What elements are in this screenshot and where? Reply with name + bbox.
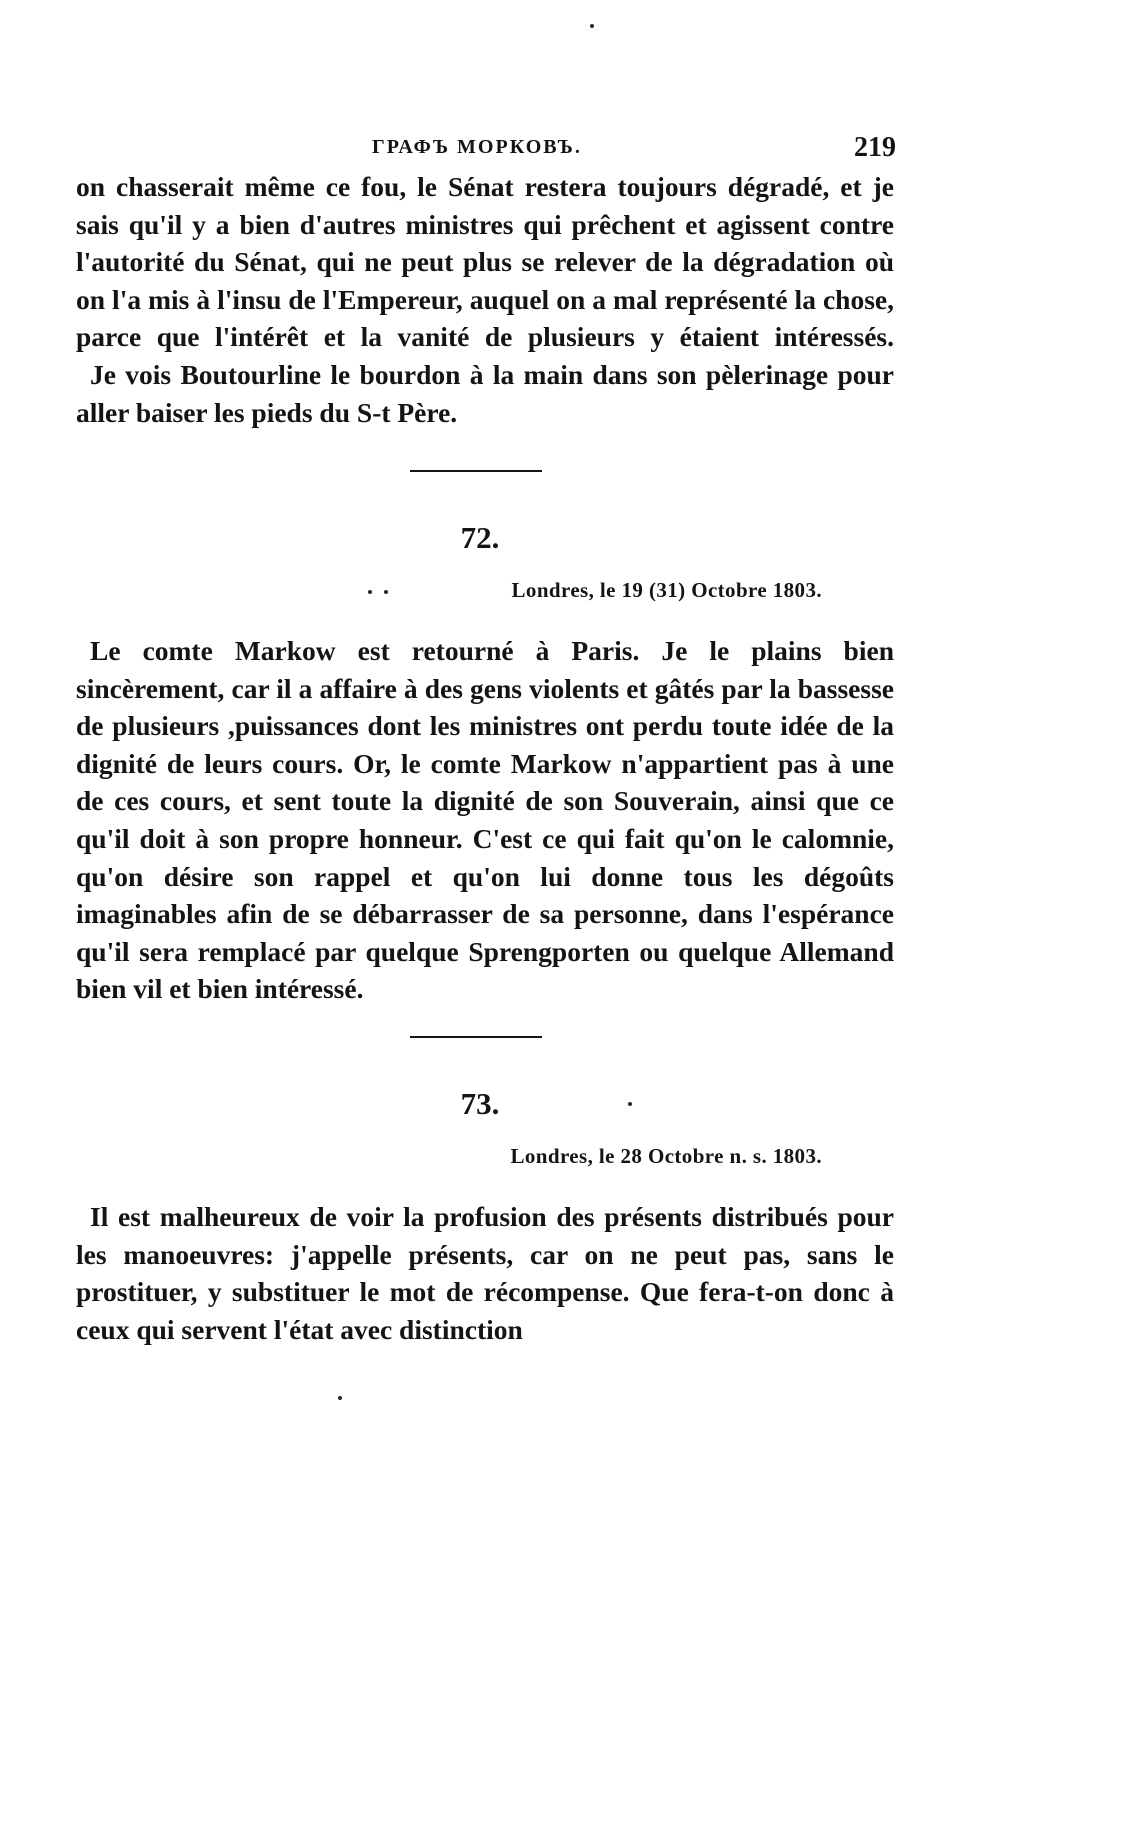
section-divider-2 xyxy=(410,1036,542,1038)
continuation-paragraph-2: Je vois Boutourline le bourdon à la main dans son pèlerinage pour aller baiser les pieds du S-t Père. xyxy=(76,359,894,428)
stray-mark xyxy=(368,590,372,594)
letter-body-73: Il est malheureux de voir la profusion des présents distribués pour les manoeuvres: j'appelle présents, car on ne peut pas, sans le prostituer, y substituer le mot de récompense. Que fera-t-on donc à ceux qui servent l'état avec distinction xyxy=(76,1201,894,1345)
dateline-72: Londres, le 19 (31) Octobre 1803. xyxy=(511,578,822,602)
stray-mark xyxy=(338,1396,342,1400)
stray-mark xyxy=(590,24,594,28)
letter-body-72: Le comte Markow est retourné à Paris. Je le plains bien sincèrement, car il a affaire à des gens violents et gâtés par la bassesse de plusieurs ,puissances dont les ministres ont perdu toute idée de la dignité de leurs cours. Or, le comte Markow n'appartient pas à une de ces cours, et sent toute la dignité de son Souverain, ainsi que ce qu'il doit à son propre honneur. C'est ce qui fait qu'on le calomnie, qu'on désire son rappel et qu'on lui donne tous les dégoûts imaginables afin de se débarrasser de sa personne, dans l'espérance qu'il sera remplacé par quelque Sprengporten ou quelque Allemand bien vil et bien intéressé. xyxy=(76,635,894,1005)
dateline-73: Londres, le 28 Octobre n. s. 1803. xyxy=(510,1144,822,1168)
stray-mark xyxy=(384,590,388,594)
letter-number-73: 73. xyxy=(460,1086,500,1121)
letter-number-72: 72. xyxy=(460,520,500,555)
page-number: 219 xyxy=(854,132,896,163)
stray-mark xyxy=(628,1102,632,1106)
section-divider-1 xyxy=(410,470,542,472)
continuation-paragraph-1: on chasserait même ce fou, le Sénat restera toujours dégradé, et je sais qu'il y a bien d'autres ministres qui prêchent et agissent contre l'autorité du Sénat, qui ne peut plus se relever de la dégradation où on l'a mis à l'insu de l'Empereur, auquel on a mal représenté la chose, parce que l'intérêt et la vanité de plusieurs y étaient intéressés. xyxy=(76,171,894,353)
running-head: ГРАФЪ МОРКОВЪ. xyxy=(372,136,582,158)
